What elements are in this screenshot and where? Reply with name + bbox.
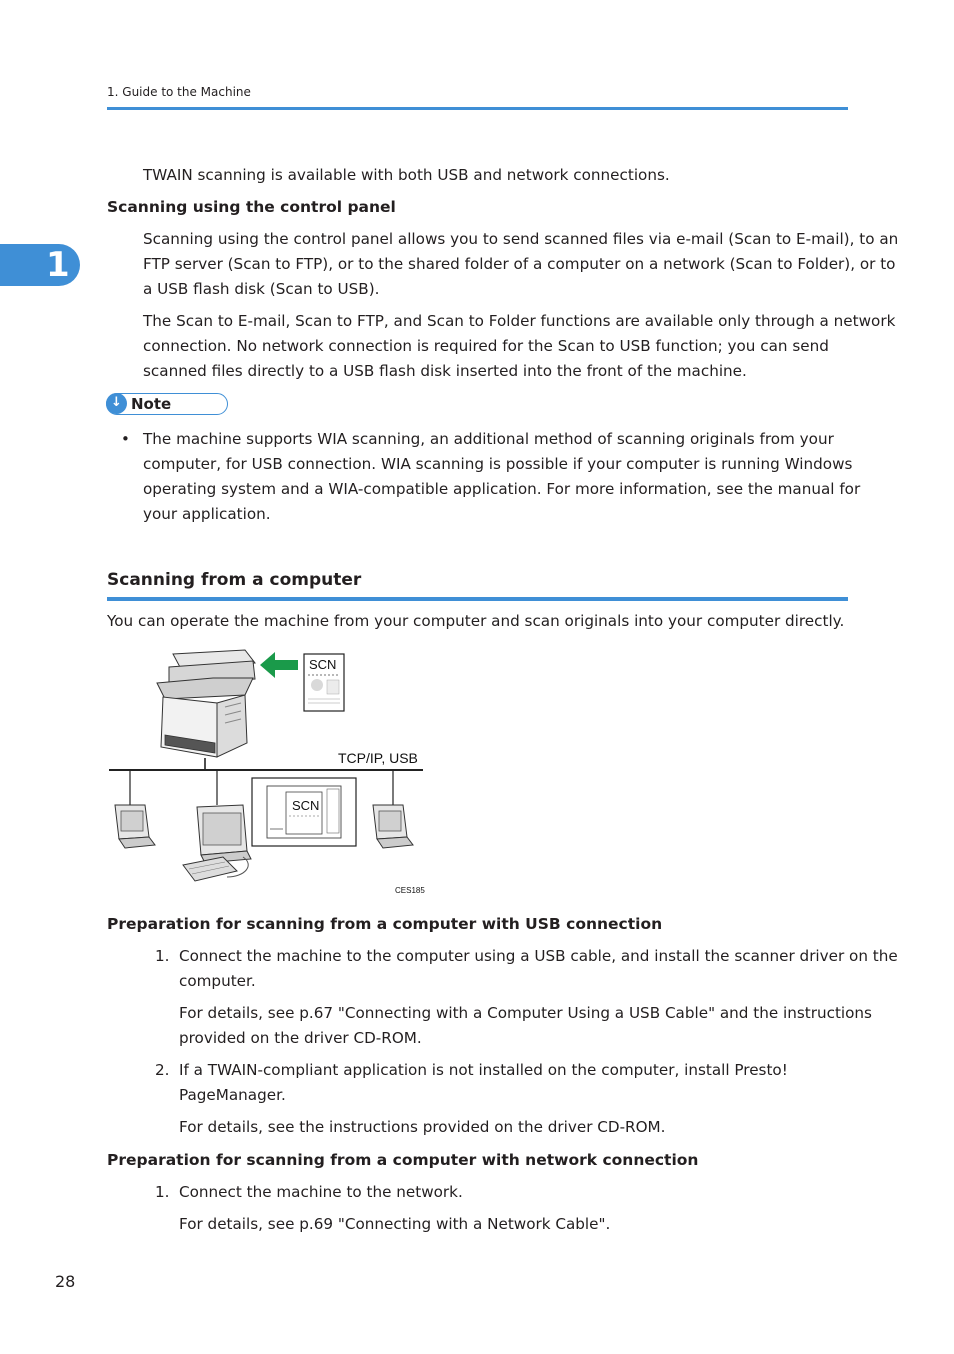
control-panel-para-2-line-1: The Scan to E-mail, Scan to FTP, and Scan to Folder functions are available only through a network	[143, 312, 896, 330]
usb-step-2-number: 2.	[155, 1061, 170, 1079]
figure-code: CES185	[395, 886, 425, 895]
doc-scn-label: SCN	[309, 657, 337, 672]
note-label: Note	[131, 395, 172, 413]
arrow-left-icon	[260, 652, 298, 678]
control-panel-para-2-line-2: connection. No network connection is required for the Scan to USB function; you can send	[143, 337, 829, 355]
network-step-1-line-1: Connect the machine to the network.	[179, 1183, 463, 1201]
usb-step-2-detail: For details, see the instructions provided on the driver CD-ROM.	[179, 1118, 666, 1136]
usb-step-1-detail-line-1: For details, see p.67 "Connecting with a Computer Using a USB Cable" and the instructions	[179, 1004, 872, 1022]
network-step-1-detail: For details, see p.69 "Connecting with a Network Cable".	[179, 1215, 611, 1233]
section-rule	[107, 597, 848, 601]
control-panel-para-1-line-2: FTP server (Scan to FTP), or to the shared folder of a computer on a network (Scan to Folder), or to	[143, 255, 896, 273]
arrow-down-icon: ↓	[106, 393, 127, 414]
network-scan-diagram	[105, 645, 435, 900]
header-rule	[107, 107, 848, 110]
network-heading: Preparation for scanning from a computer with network connection	[107, 1151, 699, 1169]
running-head: 1. Guide to the Machine	[107, 85, 251, 99]
computer-icon-right	[373, 805, 413, 848]
screen-scn-label: SCN	[292, 798, 320, 813]
usb-step-1-line-1: Connect the machine to the computer using a USB cable, and install the scanner driver on the	[179, 947, 898, 965]
section-heading-scanning-from-computer: Scanning from a computer	[107, 570, 362, 590]
control-panel-para-1-line-3: a USB flash disk (Scan to USB).	[143, 280, 380, 298]
control-panel-para-1-line-1: Scanning using the control panel allows you to send scanned files via e-mail (Scan to E-mail), to an	[143, 230, 899, 248]
control-panel-heading: Scanning using the control panel	[107, 198, 396, 216]
page-number: 28	[55, 1272, 76, 1291]
network-step-1-number: 1.	[155, 1183, 170, 1201]
usb-heading: Preparation for scanning from a computer with USB connection	[107, 915, 663, 933]
chapter-tab: 1	[0, 244, 80, 286]
usb-step-1-detail-line-2: provided on the driver CD-ROM.	[179, 1029, 422, 1047]
computer-icon-left	[115, 805, 155, 848]
computer-icon-center	[183, 805, 251, 881]
printer-icon	[157, 650, 255, 757]
usb-step-1-line-2: computer.	[179, 972, 256, 990]
note-badge	[106, 393, 228, 415]
usb-step-2-line-1: If a TWAIN-compliant application is not installed on the computer, install Presto!	[179, 1061, 788, 1079]
network-label: TCP/IP, USB	[338, 750, 418, 766]
section-intro-text: You can operate the machine from your computer and scan originals into your computer directly.	[107, 612, 845, 630]
control-panel-para-2-line-3: scanned files directly to a USB flash disk inserted into the front of the machine.	[143, 362, 747, 380]
note-bullet-line-3: operating system and a WIA-compatible application. For more information, see the manual for	[143, 480, 861, 498]
note-bullet-mark: •	[121, 430, 130, 448]
twain-availability-text: TWAIN scanning is available with both USB and network connections.	[143, 166, 670, 184]
usb-step-2-line-2: PageManager.	[179, 1086, 286, 1104]
note-bullet-line-4: your application.	[143, 505, 271, 523]
note-bullet-line-2: computer, for USB connection. WIA scanning is possible if your computer is running Windows	[143, 455, 853, 473]
usb-step-1-number: 1.	[155, 947, 170, 965]
note-bullet-line-1: The machine supports WIA scanning, an additional method of scanning originals from your	[143, 430, 834, 448]
